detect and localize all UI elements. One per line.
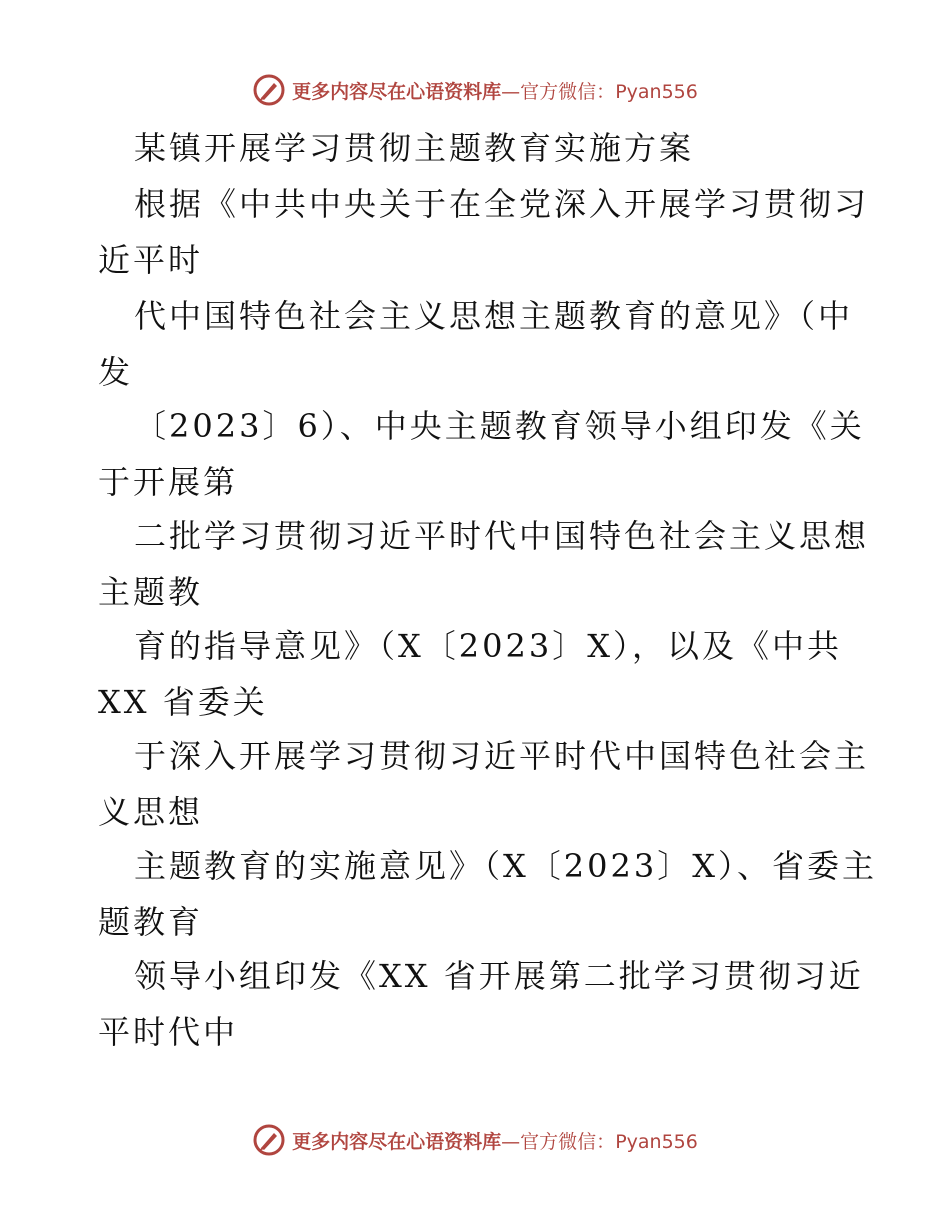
watermark-main: 更多内容尽在心语资料库 [292, 80, 502, 103]
header-watermark [0, 70, 950, 110]
paragraph-line: 于开展第 [98, 463, 239, 501]
paragraph-line: 义思想 [98, 793, 204, 831]
watermark-account: Pyan556 [615, 1130, 698, 1153]
paragraph-line: 育的指导意见》（X〔2023〕X），以及《中共 [134, 627, 843, 665]
pen-logo-icon [252, 1123, 286, 1157]
paragraph-line: 于深入开展学习贯彻习近平时代中国特色社会主 [134, 737, 870, 775]
paragraph-line: 平时代中 [98, 1013, 239, 1051]
paragraph-line: XX 省委关 [98, 683, 268, 721]
paragraph-line: 代中国特色社会主义思想主题教育的意见》（中 [134, 297, 854, 335]
paragraph-line: 根据《中共中央关于在全党深入开展学习贯彻习 [134, 185, 870, 223]
paragraph-line: 发 [98, 353, 134, 391]
paragraph-line: 领导小组印发《XX 省开展第二批学习贯彻习近 [134, 957, 864, 995]
paragraph-line: 主题教 [98, 573, 204, 611]
watermark-account: Pyan556 [615, 80, 698, 103]
watermark-separator: —官方微信： [501, 1130, 616, 1153]
paragraph-line: 题教育 [98, 903, 204, 941]
paragraph-line: 二批学习贯彻习近平时代中国特色社会主义思想 [134, 517, 870, 555]
paragraph-line: 主题教育的实施意见》（X〔2023〕X）、省委主 [134, 847, 878, 885]
pen-logo-icon [252, 73, 286, 107]
watermark-separator: —官方微信： [501, 80, 616, 103]
paragraph-line: 〔2023〕6）、中央主题教育领导小组印发《关 [134, 407, 865, 445]
paragraph-line: 近平时 [98, 241, 204, 279]
document-title: 某镇开展学习贯彻主题教育实施方案 [134, 129, 695, 167]
watermark-main: 更多内容尽在心语资料库 [292, 1130, 502, 1153]
watermark-text [292, 77, 698, 104]
footer-watermark [0, 1120, 950, 1160]
watermark-text [292, 1127, 698, 1154]
